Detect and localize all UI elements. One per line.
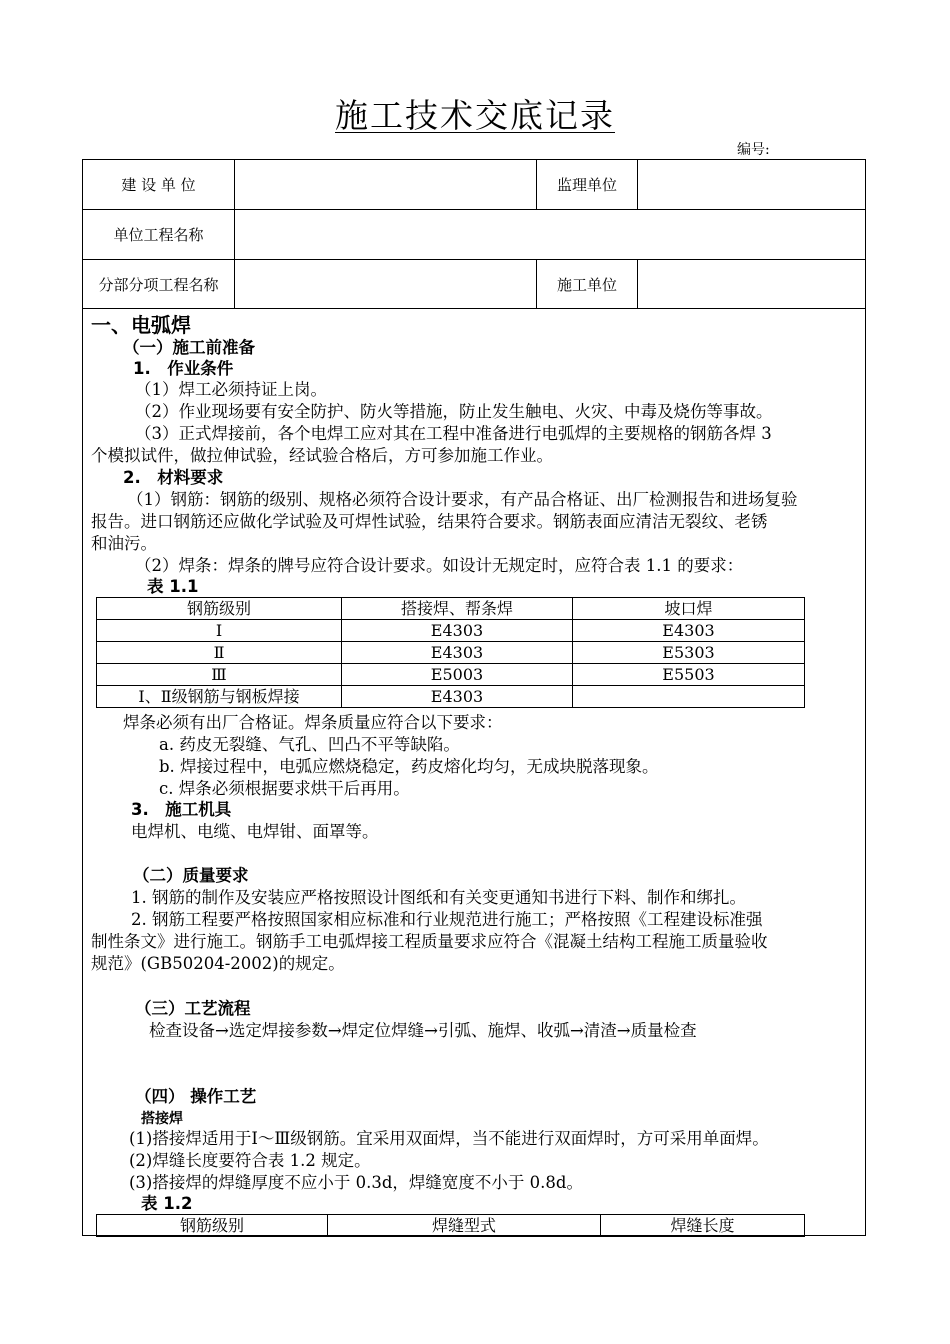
construction-unit-label: 建 设 单 位 xyxy=(83,160,235,209)
paragraph-line: 2. 钢筋工程要严格按照国家相应标准和行业规范进行施工；严格按照《工程建设标准强 xyxy=(131,910,763,929)
subheading-quality: （二）质量要求 xyxy=(133,866,249,885)
list-item: c. 焊条必须根据要求烘干后再用。 xyxy=(159,779,410,798)
table-header-cell: 钢筋级别 xyxy=(97,1215,328,1237)
table-cell: Ⅱ xyxy=(97,642,342,664)
table-cell: E4303 xyxy=(342,642,573,664)
table-header-row xyxy=(97,1215,805,1237)
paragraph-line: 制性条文》进行施工。钢筋手工电弧焊接工程质量要求应符合《混凝土结构工程施工质量验收 xyxy=(91,932,768,951)
record-form xyxy=(82,159,866,1236)
table-cell xyxy=(573,686,805,708)
process-flow: 检查设备→选定焊接参数→焊定位焊缝→引弧、施焊、收弧→清渣→质量检查 xyxy=(149,1021,697,1040)
project-name-label: 单位工程名称 xyxy=(83,210,235,259)
paragraph-line: (2)焊缝长度要符合表 1.2 规定。 xyxy=(129,1151,371,1170)
table-label: 表 1.2 xyxy=(141,1194,193,1213)
table-cell: E4303 xyxy=(342,620,573,642)
table-cell: E4303 xyxy=(573,620,805,642)
paragraph-line: （2）作业现场要有安全防护、防火等措施，防止发生触电、火灾、中毒及烧伤等事故。 xyxy=(135,402,773,421)
page-title: 施工技术交底记录 xyxy=(335,96,615,135)
paragraph-line: (3)搭接焊的焊缝厚度不应小于 0.3d，焊缝宽度不小于 0.8d。 xyxy=(129,1173,583,1192)
header-row-construction xyxy=(83,160,865,210)
table-cell: Ⅲ xyxy=(97,664,342,686)
table-cell: E4303 xyxy=(342,686,573,708)
table-cell: E5003 xyxy=(342,664,573,686)
paragraph-line: （3）正式焊接前，各个电焊工应对其在工程中准备进行电弧焊的主要规格的钢筋各焊 3 xyxy=(135,424,772,443)
paragraph-line: 规范》(GB50204-2002)的规定。 xyxy=(91,954,345,973)
paragraph-line: 电焊机、电缆、电焊钳、面罩等。 xyxy=(131,822,379,841)
list-item: b. 焊接过程中，电弧应燃烧稳定，药皮熔化均匀，无成块脱落现象。 xyxy=(159,757,659,776)
paragraph-line: （1）焊工必须持证上岗。 xyxy=(135,380,327,399)
paragraph-line: 和油污。 xyxy=(91,534,157,553)
table-header-cell: 搭接焊、帮条焊 xyxy=(342,598,573,620)
weld-length-table xyxy=(96,1214,805,1237)
subheading-operation: （四） 操作工艺 xyxy=(135,1087,257,1106)
paragraph-line: 个模拟试件，做拉伸试验，经试验合格后，方可参加施工作业。 xyxy=(91,446,553,465)
supervision-unit-value[interactable] xyxy=(638,160,865,209)
table-header-row xyxy=(97,598,805,620)
electrode-table xyxy=(96,597,805,708)
table-row xyxy=(97,642,805,664)
paragraph-line: 焊条必须有出厂合格证。焊条质量应符合以下要求： xyxy=(123,713,503,732)
subheading-process: （三）工艺流程 xyxy=(135,999,251,1018)
table-cell: E5503 xyxy=(573,664,805,686)
table-cell: E5303 xyxy=(573,642,805,664)
table-header-cell: 坡口焊 xyxy=(573,598,805,620)
subheading-lap-welding: 搭接焊 xyxy=(141,1111,183,1127)
supervision-unit-label: 监理单位 xyxy=(537,160,638,209)
subheading-prep: （一）施工前准备 xyxy=(123,338,255,357)
doc-number-label: 编号: xyxy=(737,142,770,158)
subproject-value[interactable] xyxy=(235,260,537,308)
header-row-project xyxy=(83,210,865,260)
paragraph-line: （2）焊条：焊条的牌号应符合设计要求。如设计无规定时，应符合表 1.1 的要求： xyxy=(135,556,744,575)
table-row xyxy=(97,664,805,686)
table-row xyxy=(97,620,805,642)
table-header-cell: 钢筋级别 xyxy=(97,598,342,620)
table-header-cell: 焊缝型式 xyxy=(328,1215,601,1237)
contractor-label: 施工单位 xyxy=(537,260,638,308)
subheading-tools: 3. 施工机具 xyxy=(131,800,232,819)
paragraph-line: （1）钢筋：钢筋的级别、规格必须符合设计要求，有产品合格证、出厂检测报告和进场复验 xyxy=(127,490,798,509)
disclosure-content xyxy=(83,309,865,1235)
contractor-value[interactable] xyxy=(638,260,865,308)
paragraph-line: 报告。进口钢筋还应做化学试验及可焊性试验，结果符合要求。钢筋表面应清洁无裂纹、老锈 xyxy=(91,512,768,531)
section-heading-arc-welding: 一、电弧焊 xyxy=(91,313,191,337)
paragraph-line: 1. 钢筋的制作及安装应严格按照设计图纸和有关变更通知书进行下料、制作和绑扎。 xyxy=(131,888,746,907)
table-cell: Ⅰ、Ⅱ级钢筋与钢板焊接 xyxy=(97,686,342,708)
table-label: 表 1.1 xyxy=(147,577,199,596)
table-row xyxy=(97,686,805,708)
construction-unit-value[interactable] xyxy=(235,160,537,209)
project-name-value[interactable] xyxy=(235,210,865,259)
table-header-cell: 焊缝长度 xyxy=(601,1215,805,1237)
table-cell: Ⅰ xyxy=(97,620,342,642)
subheading-materials: 2. 材料要求 xyxy=(123,468,224,487)
header-row-subproject xyxy=(83,260,865,309)
list-item: a. 药皮无裂缝、气孔、凹凸不平等缺陷。 xyxy=(159,735,460,754)
subheading-work-conditions: 1. 作业条件 xyxy=(133,359,234,378)
paragraph-line: (1)搭接焊适用于Ⅰ～Ⅲ级钢筋。宜采用双面焊，当不能进行双面焊时，方可采用单面焊。 xyxy=(129,1129,769,1148)
subproject-label: 分部分项工程名称 xyxy=(83,260,235,308)
